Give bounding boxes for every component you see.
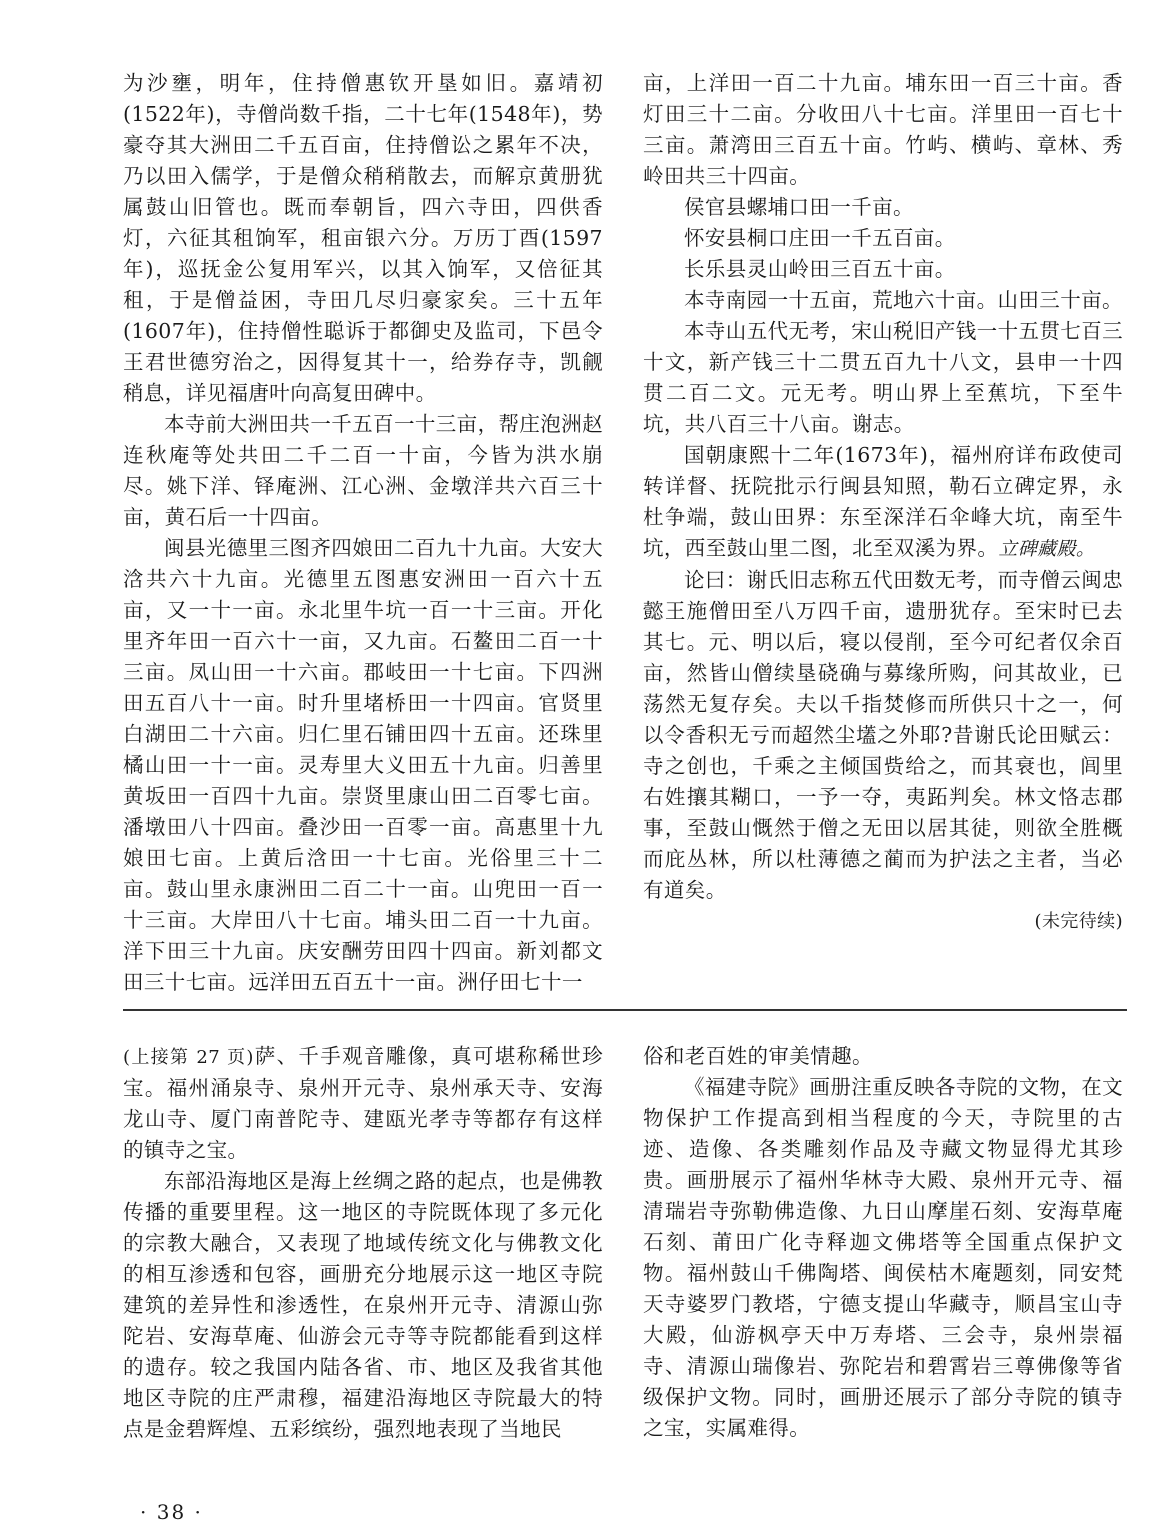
continued-from-reference: (上接第 27 页) <box>123 1047 254 1068</box>
bottom-right-column <box>643 1041 1123 1444</box>
paragraph: 侯官县螺埔口田一千亩。 <box>684 195 914 219</box>
paragraph: 东部沿海地区是海上丝绸之路的起点，也是佛教传播的重要里程。这一地区的寺院既体现了多元化的宗教大融合，又表现了地域传统文化与佛教文化的相互渗透和包容，画册充分地展示这一地区寺院建筑的差异性和渗透性，在泉州开元寺、清源山弥陀岩、安海草庵、仙游会元寺等寺院都能看到这样的遗存。较之我国内陆各省、市、地区及我省其他地区寺院的庄严肃穆，福建沿海地区寺院最大的特点是金碧辉煌、五彩缤纷，强烈地表现了当地民 <box>123 1169 603 1441</box>
commentary-paragraph <box>643 565 1123 906</box>
paragraph: 本寺山五代无考，宋山税旧产钱一十五贯七百三十文，新产钱三十二贯五百九十八文，县申一十四贯二百二文。元无考。明山界上至蕉坑，下至牛坑，共八百三十八亩。谢志。 <box>643 319 1123 436</box>
paragraph-text: 国朝康熙十二年(1673年)，福州府详布政使司转详督、抚院批示行闽县知照，勒石立碑定界，永杜争端，鼓山田界：东至深洋石伞峰大坑，南至牛坑，西至鼓山里二图，北至双溪为界。 <box>643 443 1123 560</box>
paragraph: 俗和老百姓的审美情趣。 <box>643 1044 873 1068</box>
paragraph: 为沙壅，明年，住持僧惠钦开垦如旧。嘉靖初(1522年)，寺僧尚数千指，二十七年(1548年)，势豪夺其大洲田二千五百亩，住持僧讼之累年不决，乃以田入儒学，于是僧众稍稍散去，而解京黄册犹属鼓山旧管也。既而奉朝旨，四六寺田，四供香灯，六征其租饷军，租亩银六分。万历丁酉(1597年)，巡抚金公复用军兴，以其入饷军，又倍征其租，于是僧益困，寺田几尽归豪家矣。三十五年(1607年)，住持僧性聪诉于都御史及监司，下邑令王君世德穷治之，因得复其十一，给券存寺，凯觎稍息，详见福唐叶向高复田碑中。 <box>123 71 603 405</box>
top-right-column <box>643 68 1123 937</box>
stele-note: 立碑藏殿。 <box>998 538 1096 560</box>
paragraph: 怀安县桐口庄田一千五百亩。 <box>684 226 956 250</box>
paragraph: 《福建寺院》画册注重反映各寺院的文物，在文物保护工作提高到相当程度的今天，寺院里的古迹、造像、各类雕刻作品及寺藏文物显得尤其珍贵。画册展示了福州华林寺大殿、泉州开元寺、福清瑞岩寺弥勒佛造像、九日山摩崖石刻、安海草庵石刻、莆田广化寺释迦文佛塔等全国重点保护文物。福州鼓山千佛陶塔、闽侯枯木庵题刻，同安梵天寺婆罗门教塔，宁德支提山华藏寺，顺昌宝山寺大殿，仙游枫亭天中万寿塔、三会寺，泉州崇福寺、清源山瑞像岩、弥陀岩和碧霄岩三尊佛像等省级保护文物。同时，画册还展示了部分寺院的镇寺之宝，实属难得。 <box>643 1075 1123 1440</box>
paragraph: 本寺前大洲田共一千五百一十三亩，帮庄泡洲赵连秋庵等处共田二千二百一十亩，今皆为洪水崩尽。姚下洋、铎庵洲、江心洲、金墩洋共六百三十亩，黄石后一十四亩。 <box>123 412 603 529</box>
paragraph: 本寺南园一十五亩，荒地六十亩。山田三十亩。 <box>684 288 1123 312</box>
commentary-text: 论曰：谢氏旧志称五代田数无考，而寺僧云闽忠懿王施僧田至八万四千亩，遗册犹存。至宋时已去其七。元、明以后，寝以侵削，至今可纪者仅余百亩，然皆山僧续垦硗确与募缘所购，问其故业，已荡然无复存矣。夫以千指焚修而所供只十之一，何以令香积无亏而超然尘壒之外耶?昔谢氏论田赋云：寺之创也，千乘之主倾国赀给之，而其衰也，闾里右姓攘其糊口，一予一夺，夷跖判矣。林文恪志郡事，至鼓山慨然于僧之无田以居其徒，则欲全胜概而庇丛林，所以杜薄德之蔺而为护法之主者，当必有道矣。 <box>643 568 1123 902</box>
paragraph-text: 萨、千手观音雕像，真可堪称稀世珍宝。福州涌泉寺、泉州开元寺、泉州承天寺、安海龙山寺、厦门南普陀寺、建瓯光孝寺等都存有这样的镇寺之宝。 <box>123 1044 603 1162</box>
paragraph: 长乐县灵山岭田三百五十亩。 <box>684 257 956 281</box>
paragraph <box>123 1041 603 1166</box>
paragraph: 闽县光德里三图齐四娘田二百九十九亩。大安大浛共六十九亩。光德里五图惠安洲田一百六十五亩，又一十一亩。永北里牛坑一百一十三亩。开化里齐年田一百六十一亩，又九亩。石鳌田二百一十三亩。凤山田一十六亩。郡岐田一十七亩。下四洲田五百八十一亩。时升里堵桥田一十四亩。官贤里白湖田二十六亩。归仁里石铺田四十五亩。还珠里橘山田一十一亩。灵寿里大义田五十九亩。归善里黄坂田一百四十九亩。崇贤里康山田二百零七亩。潘墩田八十四亩。叠沙田一百零一亩。高惠里十九娘田七亩。上黄后浛田一十七亩。光俗里三十二亩。鼓山里永康洲田二百二十一亩。山兜田一百一十三亩。大岸田八十七亩。埔头田二百一十九亩。洋下田三十九亩。庆安酬劳田四十四亩。新刘都文田三十七亩。远洋田五百五十一亩。洲仔田七十一 <box>123 536 603 994</box>
top-left-column <box>123 68 603 998</box>
paragraph: 亩，上洋田一百二十九亩。埔东田一百三十亩。香灯田三十二亩。分收田八十七亩。洋里田一百七十三亩。萧湾田三百五十亩。竹屿、横屿、章林、秀岭田共三十四亩。 <box>643 71 1123 188</box>
section-divider <box>123 1009 1127 1011</box>
bottom-left-column <box>123 1041 603 1445</box>
continuation-line <box>643 906 1123 937</box>
to-be-continued: (未完待续) <box>1034 911 1123 932</box>
paragraph <box>643 440 1123 565</box>
page-number: · 38 · <box>140 1500 203 1524</box>
